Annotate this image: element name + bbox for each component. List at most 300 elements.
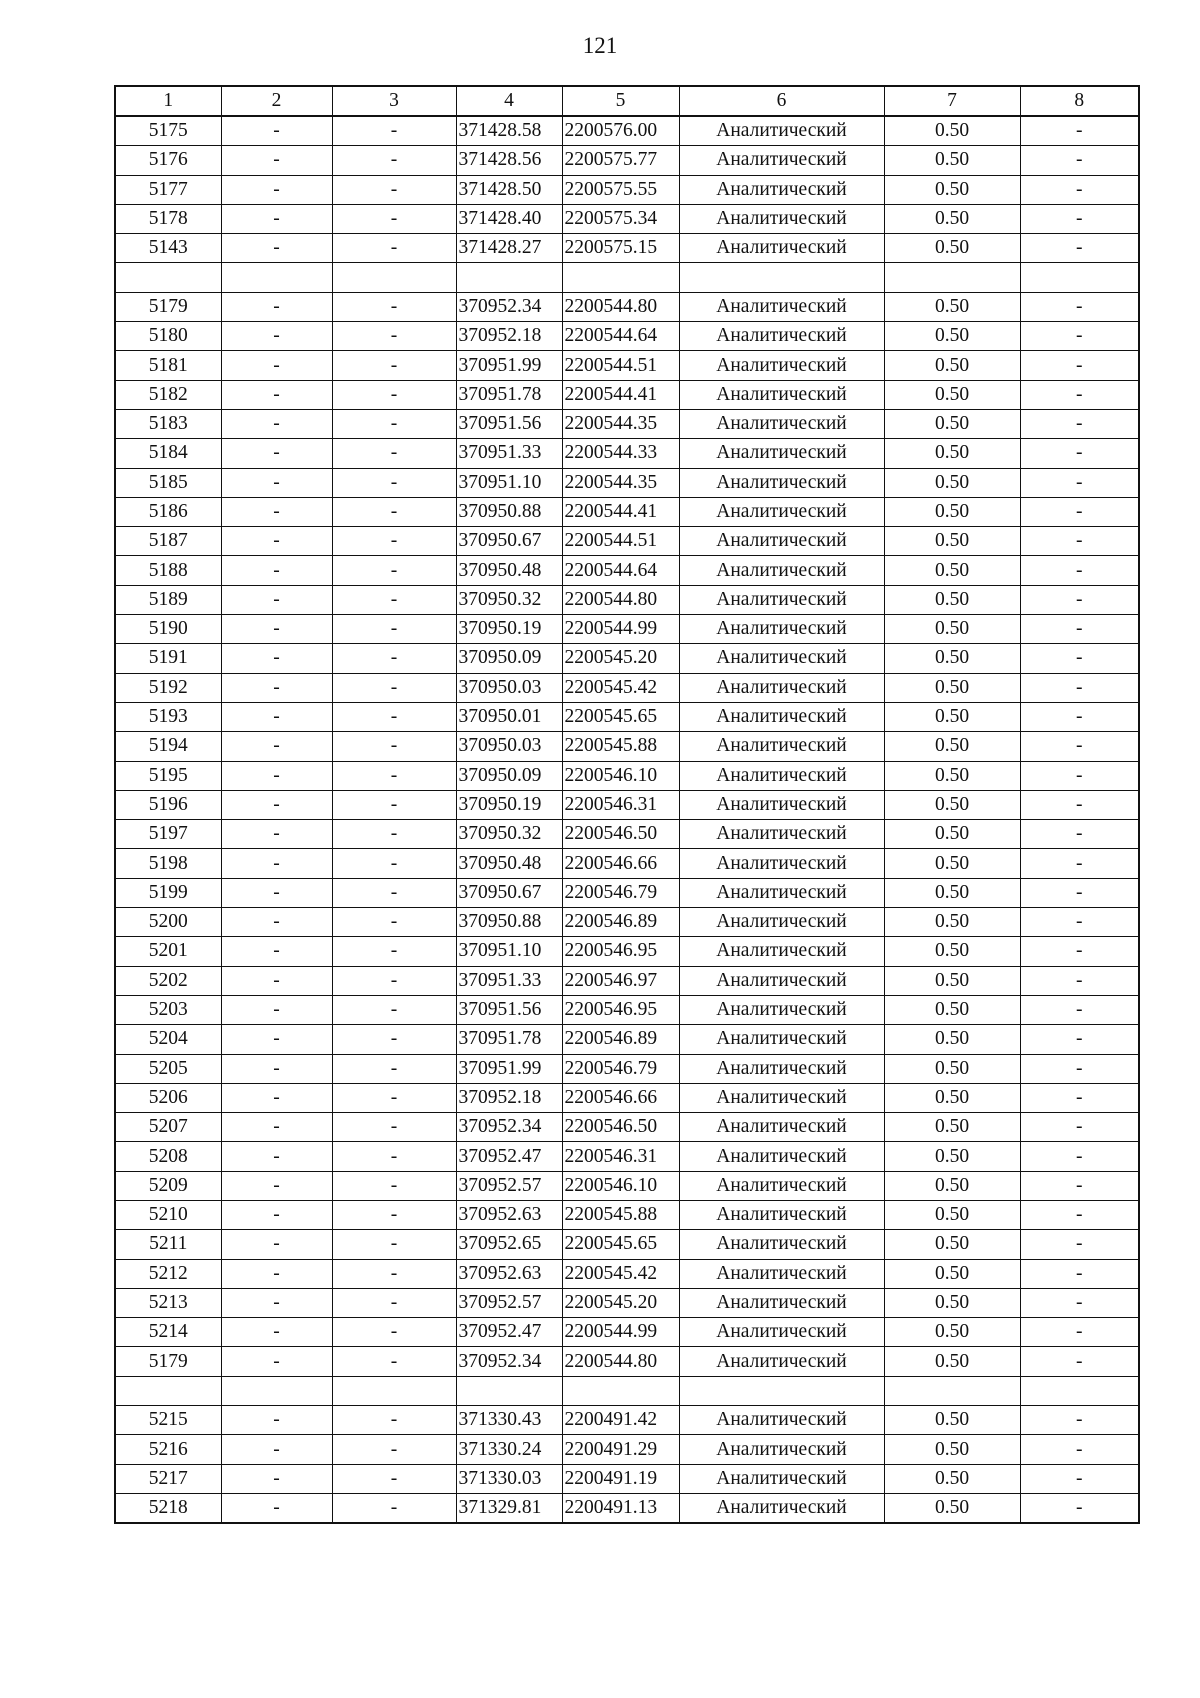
table-cell: 0.50 (884, 1230, 1020, 1259)
table-cell: 370951.10 (456, 937, 562, 966)
table-row (115, 1493, 1139, 1523)
table-cell: - (221, 468, 332, 497)
table-cell: 5185 (115, 468, 221, 497)
table-cell: 371428.40 (456, 204, 562, 233)
table-cell: - (1020, 204, 1139, 233)
table-cell: 5193 (115, 702, 221, 731)
table-cell: 0.50 (884, 146, 1020, 175)
table-cell: 5181 (115, 351, 221, 380)
table-row (115, 615, 1139, 644)
table-cell: - (332, 439, 456, 468)
table-cell: - (1020, 497, 1139, 526)
table-cell: - (332, 1113, 456, 1142)
table-cell: 370950.09 (456, 644, 562, 673)
table-cell: 5192 (115, 673, 221, 702)
table-cell: - (221, 673, 332, 702)
table-cell: 371330.43 (456, 1406, 562, 1435)
table-cell: 2200544.64 (562, 322, 679, 351)
table-cell: 370952.47 (456, 1318, 562, 1347)
table-cell: 2200546.10 (562, 1171, 679, 1200)
table-row (115, 1025, 1139, 1054)
table-row (115, 175, 1139, 204)
table-cell: 5202 (115, 966, 221, 995)
table-cell: - (1020, 995, 1139, 1024)
table-row (115, 1464, 1139, 1493)
table-cell: 2200546.10 (562, 761, 679, 790)
table-cell: 370951.33 (456, 439, 562, 468)
table-cell: - (332, 204, 456, 233)
table-cell: - (1020, 1493, 1139, 1523)
table-cell: 0.50 (884, 322, 1020, 351)
table-cell: Аналитический (679, 820, 884, 849)
table-cell: - (221, 585, 332, 614)
table-cell: 5184 (115, 439, 221, 468)
table-cell: Аналитический (679, 292, 884, 321)
table-cell: 0.50 (884, 234, 1020, 263)
table-cell: - (221, 995, 332, 1024)
table-cell: 0.50 (884, 1435, 1020, 1464)
table-cell: 370952.57 (456, 1171, 562, 1200)
table-cell: 0.50 (884, 1318, 1020, 1347)
table-cell: - (221, 1435, 332, 1464)
table-cell: - (1020, 556, 1139, 585)
table-cell: 370950.48 (456, 556, 562, 585)
table-cell: - (1020, 351, 1139, 380)
table-cell: - (332, 732, 456, 761)
table-cell: Аналитический (679, 732, 884, 761)
table-cell: - (221, 1259, 332, 1288)
table-cell: Аналитический (679, 146, 884, 175)
table-cell: - (332, 673, 456, 702)
table-cell: 0.50 (884, 1347, 1020, 1376)
table-cell: 0.50 (884, 1171, 1020, 1200)
table-cell (221, 1376, 332, 1405)
table-cell: 2200545.88 (562, 732, 679, 761)
table-cell: 5190 (115, 615, 221, 644)
table-cell: 0.50 (884, 527, 1020, 556)
table-cell: Аналитический (679, 527, 884, 556)
header-row (115, 86, 1139, 116)
table-cell: 5207 (115, 1113, 221, 1142)
table-cell: Аналитический (679, 1347, 884, 1376)
table-cell: 5211 (115, 1230, 221, 1259)
table-cell: - (332, 966, 456, 995)
table-cell: Аналитический (679, 468, 884, 497)
table-cell: - (1020, 1406, 1139, 1435)
table-cell: 0.50 (884, 292, 1020, 321)
table-cell: 370951.99 (456, 1054, 562, 1083)
table-cell: - (332, 995, 456, 1024)
table-cell: 0.50 (884, 1493, 1020, 1523)
table-cell: Аналитический (679, 1054, 884, 1083)
table-cell: 5201 (115, 937, 221, 966)
table-cell: - (221, 937, 332, 966)
table-cell: 5189 (115, 585, 221, 614)
table-cell: 370952.57 (456, 1288, 562, 1317)
table-row (115, 849, 1139, 878)
table-cell: - (221, 1288, 332, 1317)
table-cell: - (332, 908, 456, 937)
table-cell: - (1020, 1054, 1139, 1083)
table-cell: 0.50 (884, 1054, 1020, 1083)
table-cell: - (1020, 966, 1139, 995)
table-cell: - (221, 1113, 332, 1142)
table-cell: 0.50 (884, 409, 1020, 438)
table-cell: 2200544.35 (562, 409, 679, 438)
table-cell: - (1020, 1288, 1139, 1317)
table-cell: 370950.67 (456, 527, 562, 556)
table-cell (884, 1376, 1020, 1405)
table-cell: - (1020, 1142, 1139, 1171)
table-cell: - (332, 761, 456, 790)
table-cell: - (1020, 116, 1139, 146)
table-cell: 5179 (115, 1347, 221, 1376)
table-cell: 5176 (115, 146, 221, 175)
table-cell: 0.50 (884, 1142, 1020, 1171)
table-cell: Аналитический (679, 409, 884, 438)
table-cell: 0.50 (884, 556, 1020, 585)
table-cell: 2200544.41 (562, 497, 679, 526)
table-cell: - (332, 175, 456, 204)
table-cell: Аналитический (679, 790, 884, 819)
table-cell: - (221, 322, 332, 351)
table-row (115, 1113, 1139, 1142)
table-cell: Аналитический (679, 644, 884, 673)
table-cell: - (1020, 1464, 1139, 1493)
table-cell: 370952.18 (456, 322, 562, 351)
table-cell: 2200546.66 (562, 849, 679, 878)
table-cell: 0.50 (884, 497, 1020, 526)
table-cell: 0.50 (884, 439, 1020, 468)
table-cell: 2200546.31 (562, 1142, 679, 1171)
table-cell: 2200491.13 (562, 1493, 679, 1523)
separator-row (115, 263, 1139, 292)
table-cell: - (332, 1318, 456, 1347)
table-cell: - (332, 1230, 456, 1259)
table-cell: - (1020, 1230, 1139, 1259)
table-cell: 370952.18 (456, 1083, 562, 1112)
table-cell: Аналитический (679, 702, 884, 731)
table-cell: 371330.03 (456, 1464, 562, 1493)
table-cell: 5197 (115, 820, 221, 849)
table-cell: Аналитический (679, 556, 884, 585)
table-cell: - (332, 1054, 456, 1083)
table-cell: - (1020, 380, 1139, 409)
table-cell: - (221, 966, 332, 995)
table-cell: - (221, 439, 332, 468)
table-row (115, 497, 1139, 526)
table-cell: 2200544.80 (562, 1347, 679, 1376)
table-row (115, 380, 1139, 409)
table-cell: - (1020, 644, 1139, 673)
table-cell: - (221, 790, 332, 819)
table-cell: - (332, 585, 456, 614)
table-row (115, 527, 1139, 556)
table-row (115, 820, 1139, 849)
table-row (115, 1142, 1139, 1171)
table-cell: - (332, 234, 456, 263)
table-cell: 370952.34 (456, 1347, 562, 1376)
table-cell: - (332, 351, 456, 380)
table-cell: - (1020, 409, 1139, 438)
table-cell: 5179 (115, 292, 221, 321)
table-cell: 5204 (115, 1025, 221, 1054)
table-cell: 0.50 (884, 732, 1020, 761)
table-cell: 2200544.99 (562, 615, 679, 644)
table-row (115, 673, 1139, 702)
column-header-8: 8 (1020, 86, 1139, 116)
table-cell: 5206 (115, 1083, 221, 1112)
table-cell: Аналитический (679, 322, 884, 351)
table-cell: 370950.19 (456, 615, 562, 644)
table-cell: - (1020, 1200, 1139, 1229)
table-cell: - (221, 761, 332, 790)
table-cell: 2200546.31 (562, 790, 679, 819)
table-cell: Аналитический (679, 175, 884, 204)
table-cell (115, 263, 221, 292)
table-cell: - (332, 615, 456, 644)
table-cell: 0.50 (884, 908, 1020, 937)
table-cell: Аналитический (679, 1230, 884, 1259)
table-cell: 2200544.99 (562, 1318, 679, 1347)
table-cell: 0.50 (884, 1025, 1020, 1054)
table-cell: 371428.27 (456, 234, 562, 263)
table-cell: - (1020, 234, 1139, 263)
table-cell: - (332, 849, 456, 878)
table-cell: 0.50 (884, 1113, 1020, 1142)
table-cell: - (221, 644, 332, 673)
table-cell: 0.50 (884, 937, 1020, 966)
table-cell: - (332, 1259, 456, 1288)
table-cell: 0.50 (884, 820, 1020, 849)
table-cell: 0.50 (884, 790, 1020, 819)
table-cell: - (1020, 146, 1139, 175)
table-cell: - (1020, 468, 1139, 497)
table-cell: Аналитический (679, 761, 884, 790)
table-cell: 370951.78 (456, 380, 562, 409)
table-cell: 370950.32 (456, 820, 562, 849)
table-cell: 370950.32 (456, 585, 562, 614)
table-cell: Аналитический (679, 585, 884, 614)
table-cell: 5216 (115, 1435, 221, 1464)
table-cell: - (221, 820, 332, 849)
separator-row (115, 1376, 1139, 1405)
table-cell: 5182 (115, 380, 221, 409)
table-cell: 0.50 (884, 995, 1020, 1024)
table-cell: - (221, 1025, 332, 1054)
table-cell: - (221, 292, 332, 321)
table-cell: Аналитический (679, 878, 884, 907)
table-cell: 370950.03 (456, 673, 562, 702)
table-cell: Аналитический (679, 995, 884, 1024)
table-cell: 0.50 (884, 1259, 1020, 1288)
table-cell: - (221, 556, 332, 585)
column-header-1: 1 (115, 86, 221, 116)
table-cell: 0.50 (884, 1406, 1020, 1435)
table-row (115, 1171, 1139, 1200)
table-row (115, 878, 1139, 907)
table-cell: 5175 (115, 116, 221, 146)
table-cell: - (332, 1171, 456, 1200)
table-cell: 5217 (115, 1464, 221, 1493)
table-cell: 2200546.50 (562, 820, 679, 849)
table-cell: - (1020, 790, 1139, 819)
table-cell: Аналитический (679, 1142, 884, 1171)
table-row (115, 1230, 1139, 1259)
table-cell: - (221, 1083, 332, 1112)
table-cell: 0.50 (884, 468, 1020, 497)
table-cell: 0.50 (884, 204, 1020, 233)
table-cell: - (221, 1347, 332, 1376)
table-cell: 370950.48 (456, 849, 562, 878)
table-cell: - (221, 1464, 332, 1493)
table-cell: 5205 (115, 1054, 221, 1083)
table-cell: 0.50 (884, 878, 1020, 907)
table-cell: 2200544.80 (562, 292, 679, 321)
table-cell: 370950.67 (456, 878, 562, 907)
table-cell: - (332, 409, 456, 438)
table-cell: - (221, 1406, 332, 1435)
table-cell: 0.50 (884, 673, 1020, 702)
table-cell: - (1020, 732, 1139, 761)
table-cell: 5143 (115, 234, 221, 263)
table-cell: 2200544.41 (562, 380, 679, 409)
table-cell: 371329.81 (456, 1493, 562, 1523)
table-cell: 370951.56 (456, 409, 562, 438)
table-cell: Аналитический (679, 1171, 884, 1200)
table-cell: - (1020, 1318, 1139, 1347)
table-cell: 2200545.42 (562, 673, 679, 702)
table-cell: - (1020, 292, 1139, 321)
table-cell: - (332, 527, 456, 556)
table-cell: 2200575.55 (562, 175, 679, 204)
table-cell: 5180 (115, 322, 221, 351)
table-cell: - (332, 1464, 456, 1493)
table-cell: Аналитический (679, 351, 884, 380)
table-cell: 2200546.97 (562, 966, 679, 995)
table-row (115, 468, 1139, 497)
table-cell: - (221, 175, 332, 204)
table-cell: 5209 (115, 1171, 221, 1200)
table-cell: Аналитический (679, 1288, 884, 1317)
table-row (115, 292, 1139, 321)
table-cell: 0.50 (884, 702, 1020, 731)
table-row (115, 937, 1139, 966)
table-cell: - (1020, 937, 1139, 966)
table-row (115, 146, 1139, 175)
table-cell: 5210 (115, 1200, 221, 1229)
column-header-6: 6 (679, 86, 884, 116)
table-cell: - (1020, 702, 1139, 731)
table-cell: Аналитический (679, 673, 884, 702)
table-cell: - (221, 849, 332, 878)
table-cell: 5195 (115, 761, 221, 790)
table-cell: 2200544.64 (562, 556, 679, 585)
table-cell: 0.50 (884, 966, 1020, 995)
table-cell: - (1020, 439, 1139, 468)
table-cell: - (1020, 1259, 1139, 1288)
table-cell: - (1020, 849, 1139, 878)
table-cell: - (332, 556, 456, 585)
table-cell: - (1020, 527, 1139, 556)
table-cell: 371330.24 (456, 1435, 562, 1464)
table-cell (562, 1376, 679, 1405)
table-cell: - (332, 1083, 456, 1112)
table-row (115, 995, 1139, 1024)
table-cell: 370950.88 (456, 908, 562, 937)
page-number: 121 (582, 33, 618, 58)
table-cell: 2200544.51 (562, 527, 679, 556)
table-cell: 2200544.80 (562, 585, 679, 614)
table-cell: - (1020, 1347, 1139, 1376)
table-row (115, 1435, 1139, 1464)
table-row (115, 585, 1139, 614)
table-cell: - (221, 878, 332, 907)
table-row (115, 1347, 1139, 1376)
table-cell (332, 263, 456, 292)
table-row (115, 790, 1139, 819)
table-cell: Аналитический (679, 380, 884, 409)
table-cell: 0.50 (884, 615, 1020, 644)
table-cell: 2200491.19 (562, 1464, 679, 1493)
table-cell: - (332, 702, 456, 731)
table-cell: 370950.88 (456, 497, 562, 526)
column-header-5: 5 (562, 86, 679, 116)
table-cell: - (332, 790, 456, 819)
table-cell: - (332, 820, 456, 849)
table-cell: 370952.34 (456, 292, 562, 321)
table-cell: 2200546.66 (562, 1083, 679, 1112)
table-cell: 5198 (115, 849, 221, 878)
table-cell: 5194 (115, 732, 221, 761)
table-cell: 2200544.35 (562, 468, 679, 497)
table-cell: 2200545.88 (562, 1200, 679, 1229)
table-row (115, 556, 1139, 585)
table-cell: 5177 (115, 175, 221, 204)
table-cell: - (1020, 1171, 1139, 1200)
table-cell: 370950.19 (456, 790, 562, 819)
table-cell: 370950.09 (456, 761, 562, 790)
table-cell: 5187 (115, 527, 221, 556)
table-cell: Аналитический (679, 1259, 884, 1288)
table-row (115, 1318, 1139, 1347)
table-cell: 5183 (115, 409, 221, 438)
table-cell: Аналитический (679, 1200, 884, 1229)
table-cell: - (221, 615, 332, 644)
table-cell: - (221, 1171, 332, 1200)
table-cell: - (221, 380, 332, 409)
table-row (115, 322, 1139, 351)
table-row (115, 409, 1139, 438)
table-cell: 2200576.00 (562, 116, 679, 146)
column-header-7: 7 (884, 86, 1020, 116)
table-row (115, 1406, 1139, 1435)
table-cell: 2200545.65 (562, 702, 679, 731)
table-cell: 2200546.89 (562, 1025, 679, 1054)
table-row (115, 351, 1139, 380)
table-row (115, 966, 1139, 995)
table-cell: 2200545.42 (562, 1259, 679, 1288)
table-row (115, 761, 1139, 790)
table-cell: - (332, 1435, 456, 1464)
table-cell: Аналитический (679, 204, 884, 233)
table-cell: 0.50 (884, 175, 1020, 204)
table-cell: - (221, 146, 332, 175)
table-cell: - (1020, 820, 1139, 849)
table-cell: 5191 (115, 644, 221, 673)
table-cell: Аналитический (679, 1083, 884, 1112)
table-cell: 0.50 (884, 761, 1020, 790)
